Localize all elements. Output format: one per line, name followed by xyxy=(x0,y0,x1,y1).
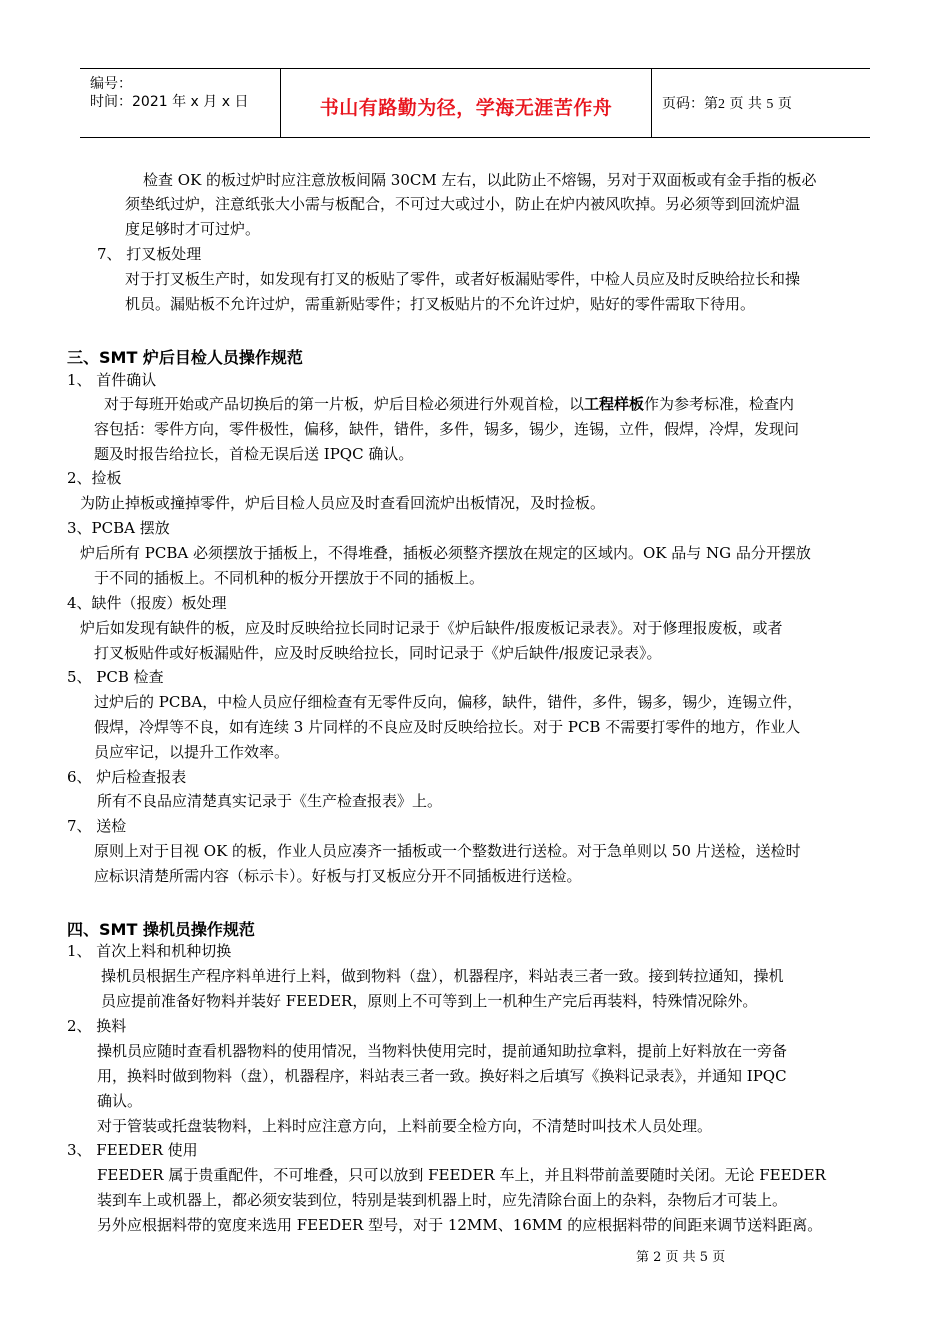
paragraph-line: 机员。漏贴板不允许过炉，需重新贴零件；打叉板贴片的不允许过炉，贴好的零件需取下待用。 xyxy=(125,295,756,313)
page-suffix: 页 xyxy=(777,96,792,112)
list-item-title: 1、 首次上料和机种切换 xyxy=(67,942,232,960)
paragraph-line: 假焊，冷焊等不良，如有连续 3 片同样的不良应及时反映给拉长。对于 PCB 不需要打零件的地方，作业人 xyxy=(94,718,801,736)
paragraph-line: 检查 OK 的板过炉时应注意放板间隔 30CM 左右，以此防止不熔锡，另对于双面板或有金手指的板必 xyxy=(143,171,817,189)
doc-date: 时间：2021 年 x 月 x 日 xyxy=(90,94,249,110)
paragraph-line: 操机员应随时查看机器物料的使用情况，当物料快使用完时，提前通知助拉拿料，提前上好料放在一旁备 xyxy=(97,1042,788,1060)
list-item-title: 4、缺件（报废）板处理 xyxy=(67,594,227,612)
paragraph-line: 员应提前准备好物料并装好 FEEDER，原则上不可等到上一机种生产完后再装料，特殊情况除外。 xyxy=(101,992,758,1010)
list-item-title: 7、 打叉板处理 xyxy=(97,245,202,263)
paragraph-line: 度足够时才可过炉。 xyxy=(125,220,261,238)
paragraph-line: 炉后如发现有缺件的板，应及时反映给拉长同时记录于《炉后缺件/报废板记录表》。对于修理报废板，或者 xyxy=(80,619,783,637)
header-meta xyxy=(80,69,281,137)
header-page-info xyxy=(662,93,792,113)
list-item-title: 1、 首件确认 xyxy=(67,371,157,389)
paragraph-line: 题及时报告给拉长，首检无误后送 IPQC 确认。 xyxy=(94,445,414,463)
paragraph-line: 过炉后的 PCBA，中检人员应仔细检查有无零件反向，偏移，缺件，错件，多件，锡多，锡少，连锡立件， xyxy=(94,693,803,711)
paragraph-line: 须垫纸过炉，注意纸张大小需与板配合，不可过大或过小，防止在炉内被风吹掉。另必须等到回流炉温 xyxy=(125,195,801,213)
page-prefix: 页码：第 xyxy=(662,96,718,112)
paragraph-line: 另外应根据料带的宽度来选用 FEEDER 型号，对于 12MM、16MM 的应根据料带的间距来调节送料距离。 xyxy=(97,1216,823,1234)
header-motto: 书山有路勤为径，学海无涯苦作舟 xyxy=(319,97,613,119)
paragraph-line: 打叉板贴件或好板漏贴件，应及时反映给拉长，同时记录于《炉后缺件/报废记录表》。 xyxy=(94,644,662,662)
paragraph-line: 于不同的插板上。不同机种的板分开摆放于不同的插板上。 xyxy=(94,569,485,587)
paragraph-line: 炉后所有 PCBA 必须摆放于插板上，不得堆叠，插板必须整齐摆放在规定的区域内。OK 品与 NG 品分开摆放 xyxy=(80,544,811,562)
emphasis-text: 工程样板 xyxy=(584,395,645,413)
list-item-title: 2、捡板 xyxy=(67,469,122,487)
paragraph-line: 用，换料时做到物料（盘），机器程序，料站表三者一致。换好料之后填写《换料记录表》，并通知 IPQC xyxy=(97,1067,787,1085)
section-heading-3: 三、SMT 炉后目检人员操作规范 xyxy=(67,348,303,367)
paragraph-line: 员应牢记，以提升工作效率。 xyxy=(94,743,290,761)
paragraph-line: 原则上对于目视 OK 的板，作业人员应凑齐一插板或一个整数进行送检。对于急单则以 50 片送检，送检时 xyxy=(94,842,801,860)
page-mid: 页 共 xyxy=(729,96,762,112)
list-item-title: 7、 送检 xyxy=(67,817,127,835)
page-current: 2 xyxy=(718,97,725,112)
paragraph-line: 装到车上或机器上，都必须安装到位，特别是装到机器上时，应先清除台面上的杂料，杂物后才可装上。 xyxy=(97,1191,788,1209)
paragraph-line: 对于打叉板生产时，如发现有打叉的板贴了零件，或者好板漏贴零件，中检人员应及时反映给拉长和操 xyxy=(125,270,801,288)
paragraph-line: 为防止掉板或撞掉零件，炉后目检人员应及时查看回流炉出板情况，及时捡板。 xyxy=(80,494,606,512)
list-item-title: 2、 换料 xyxy=(67,1017,127,1035)
page-total: 5 xyxy=(766,97,774,112)
list-item-title: 3、PCBA 摆放 xyxy=(67,519,170,537)
paragraph-line: 确认。 xyxy=(97,1092,143,1110)
header-motto-cell xyxy=(281,69,652,137)
paragraph-line: 容包括：零件方向，零件极性，偏移，缺件，错件，多件，锡多，锡少，连锡，立件，假焊，冷焊，发现问 xyxy=(94,420,800,438)
paragraph-line: 所有不良品应清楚真实记录于《生产检查报表》上。 xyxy=(97,792,443,810)
paragraph-line: 应标识清楚所需内容（标示卡）。好板与打叉板应分开不同插板进行送检。 xyxy=(94,867,582,885)
list-item-title: 5、 PCB 检查 xyxy=(67,668,164,686)
doc-number-label: 编号： xyxy=(90,76,132,92)
page-header xyxy=(80,68,870,138)
list-item-title: 6、 炉后检查报表 xyxy=(67,768,187,786)
page-footer: 第 2 页 共 5 页 xyxy=(636,1250,726,1265)
list-item-title: 3、 FEEDER 使用 xyxy=(67,1141,198,1159)
paragraph-line: 对于每班开始或产品切换后的第一片板，炉后目检必须进行外观首检，以工程样板作为参考标准，检查内 xyxy=(104,395,795,413)
paragraph-line: 操机员根据生产程序料单进行上料，做到物料（盘），机器程序，料站表三者一致。接到转拉通知，操机 xyxy=(101,967,784,985)
paragraph-line: 对于管装或托盘装物料，上料时应注意方向，上料前要全检方向，不清楚时叫技术人员处理。 xyxy=(97,1117,713,1135)
paragraph-line: FEEDER 属于贵重配件，不可堆叠，只可以放到 FEEDER 车上，并且料带前盖要随时关闭。无论 FEEDER xyxy=(97,1166,826,1184)
section-heading-4: 四、SMT 操机员操作规范 xyxy=(67,920,255,939)
